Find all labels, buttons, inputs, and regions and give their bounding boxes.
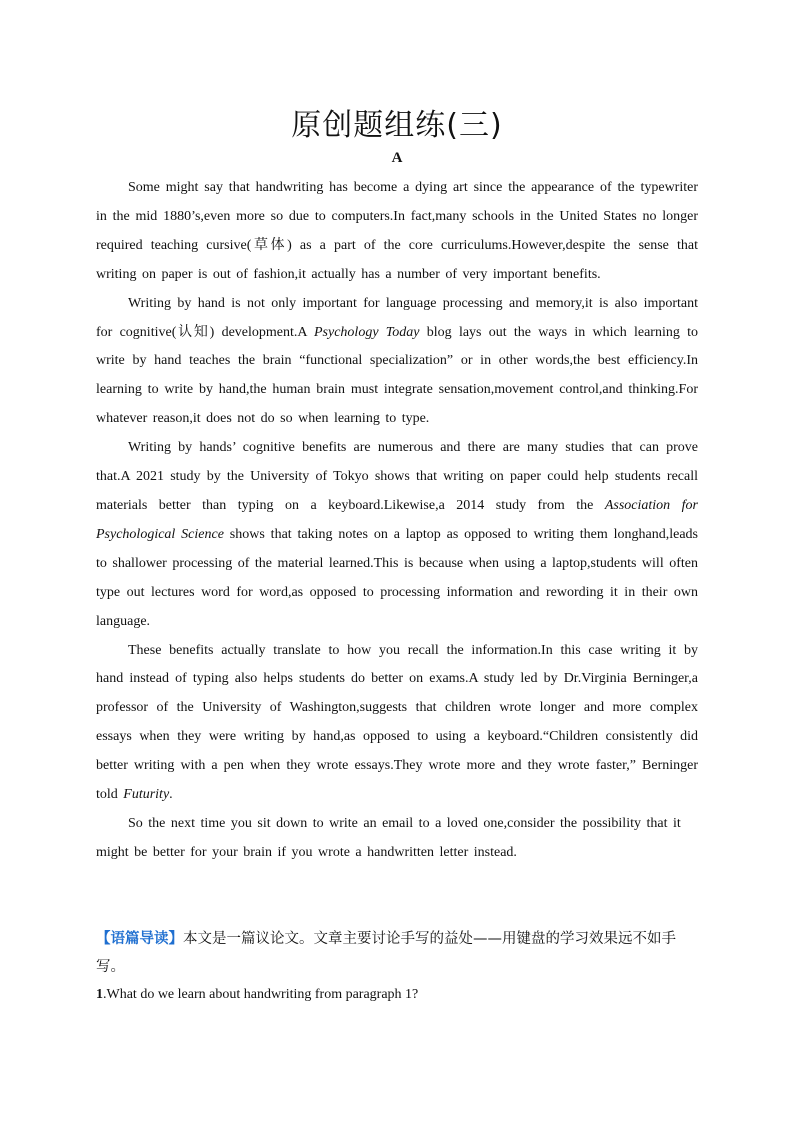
paragraph-text: . <box>169 787 173 803</box>
reading-guide-text: 本文是一篇议论文。文章主要讨论手写的益处——用键盘的学习效果远不如手写。 <box>96 931 676 975</box>
italic-title: Psychology Today <box>314 324 420 340</box>
paragraph-4 <box>96 637 698 810</box>
question-text: .What do we learn about handwriting from paragraph 1? <box>103 987 419 1002</box>
paragraph-text: Writing by hand is not only important for language processing and memory,it is also important for cognitive(认知) development.A <box>96 295 698 340</box>
paragraph-text: Some might say that handwriting has become a dying art since the appearance of the typewriter in the mid 1880’s,even more so due to computers.In fact,many schools in the United States no longer required teaching cursive(草体) as a part of the core curriculums.However,despite the sense that writing on paper is out of fashion,it actually has a number of very important benefits. <box>96 180 698 282</box>
paragraph-text: blog lays out the ways in which learning to write by hand teaches the brain “functional specialization” or in other words,the best efficiency.In learning to write by hand,the human brain must integrate sensation,movement control,and thinking.For whatever reason,it does not do so when learning to type. <box>96 324 698 427</box>
reading-guide-label: 【语篇导读】 <box>96 931 183 947</box>
section-label: A <box>391 150 403 166</box>
paragraph-text: So the next time you sit down to write an email to a loved one,consider the possibility that it might be better for your brain if you wrote a handwritten letter instead. <box>96 815 681 860</box>
paragraph-text: shows that taking notes on a laptop as opposed to writing them longhand,leads to shallower processing of the material learned.This is because when using a laptop,students will often type out lectures word for word,as opposed to processing information and rewording it in their own language. <box>96 526 698 629</box>
paragraph-3 <box>96 434 698 636</box>
reading-guide <box>96 925 698 981</box>
italic-title: Association for Psychological Science <box>96 497 698 542</box>
question-1 <box>96 982 698 1008</box>
paragraph-text: These benefits actually translate to how you recall the information.In this case writing it by hand instead of typing also helps students do better on exams.A study led by Dr.Virginia Berninger,a professor of the University of Washington,suggests that children wrote longer and more complex essays when they were writing by hand,as opposed to using a keyboard.“Children consistently did better writing with a pen when they wrote essays.They wrote more and they wrote faster,” Berninger told <box>96 642 698 803</box>
paragraph-text: Writing by hands’ cognitive benefits are numerous and there are many studies that can prove that.A 2021 study by the University of Tokyo shows that writing on paper could help students recall materials better than typing on a keyboard.Likewise,a 2014 study from the <box>96 440 698 513</box>
paragraph-1 <box>96 174 698 290</box>
paragraph-5 <box>96 810 698 868</box>
italic-title: Futurity <box>123 787 170 803</box>
page-title: 原创题组练(三) <box>291 108 503 143</box>
question-number: 1 <box>96 987 103 1002</box>
passage <box>96 174 698 868</box>
paragraph-2 <box>96 290 698 435</box>
